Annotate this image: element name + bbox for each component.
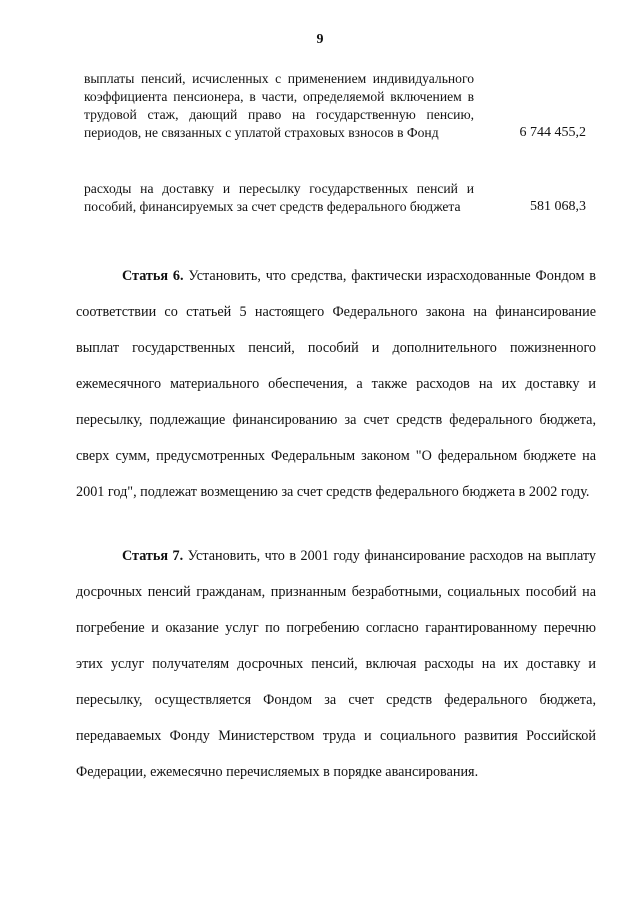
- budget-item-text: расходы на доставку и пересылку государственных пенсий и пособий, финансируемых за счет средств федерального бюджета: [84, 181, 474, 214]
- article-6-text: Установить, что средства, фактически израсходованные Фондом в соответствии со статьей 5 настоящего Федерального закона на финансирование выплат государственных пенсий, пособий и дополнительного пожизненного ежемесячного материального обеспечения, а также расходов на их доставку и пересылку, подлежащие финансированию за счет средств федерального бюджета, сверх сумм, предусмотренных Федеральным законом "О федеральном бюджете на 2001 год", подлежат возмещению за счет средств федерального бюджета в 2002 году.: [76, 268, 596, 500]
- page-number: 9: [316, 32, 324, 47]
- article-7-label: Статья 7.: [122, 548, 184, 564]
- budget-item-amount: 6 744 455,2: [519, 125, 586, 140]
- budget-item-delivery-costs: [84, 180, 614, 216]
- budget-item-text: выплаты пенсий, исчисленных с применением индивидуального коэффициента пенсионера, в части, определяемой включением в трудовой стаж, дающий право на государственную пенсию, периодов, не связанных с уплатой страховых взносов в Фонд: [84, 71, 474, 140]
- article-6: [76, 258, 596, 510]
- budget-item-amount: 581 068,3: [530, 199, 586, 214]
- budget-item-pension-payments: [84, 70, 614, 142]
- article-7-text: Установить, что в 2001 году финансирование расходов на выплату досрочных пенсий гражданам, признанным безработными, социальных пособий на погребение и оказание услуг по погребению согласно гарантированному перечню этих услуг получателям досрочных пенсий, включая расходы на их доставку и пересылку, осуществляется Фондом за счет средств федерального бюджета, передаваемых Фонду Министерством труда и социального развития Российской Федерации, ежемесячно перечисляемых в порядке авансирования.: [76, 548, 597, 780]
- article-6-label: Статья 6.: [122, 268, 184, 284]
- article-7: [76, 538, 596, 790]
